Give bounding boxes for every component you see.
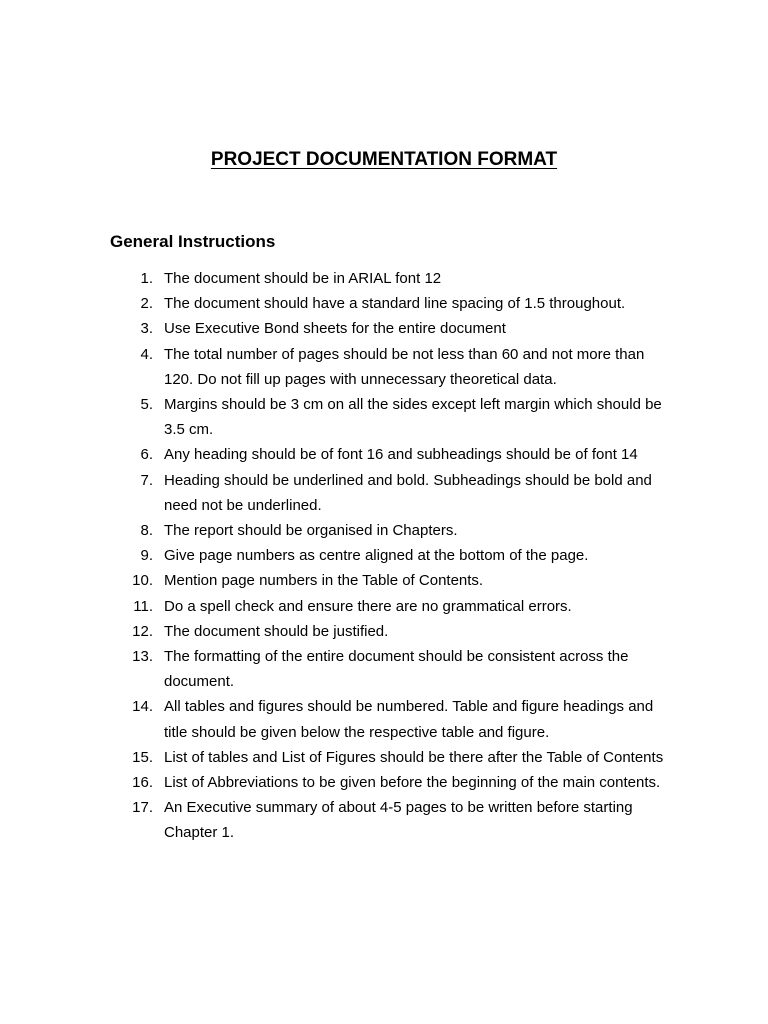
item-text: Mention page numbers in the Table of Contents. [164,572,484,590]
list-item [0,266,664,291]
item-number: 15. [132,748,153,766]
item-number: 4. [140,345,153,363]
item-number: 17. [132,799,153,817]
item-number: 6. [140,446,153,464]
list-item [0,468,664,518]
item-text: The total number of pages should be not less than 60 and not more than 120. Do not fill up pages with unnecessary theoretical data. [164,345,645,388]
item-text: The document should be in ARIAL font 12 [164,270,442,287]
item-text: The report should be organised in Chapters. [164,522,458,540]
list-item [0,795,664,845]
item-number: 7. [140,471,153,489]
item-text: The formatting of the entire document should be consistent across the document. [164,648,629,691]
section-heading: General Instructions [110,232,276,251]
item-number: 16. [132,774,153,792]
item-number: 13. [132,648,153,666]
item-text: An Executive summary of about 4-5 pages to be written before starting Chapter 1. [164,799,633,842]
item-number: 8. [140,522,153,540]
list-item [0,543,664,568]
item-text: Use Executive Bond sheets for the entire document [164,320,506,338]
list-item [0,770,664,795]
list-item [0,644,664,694]
item-number: 2. [140,295,153,313]
list-item [0,518,664,543]
list-item [0,291,664,316]
item-text: List of Abbreviations to be given before the beginning of the main contents. [164,774,661,792]
item-number: 1. [140,270,153,287]
item-number: 11. [133,597,153,615]
list-item [0,745,664,770]
list-item [0,619,664,644]
list-item [0,694,664,744]
list-item [0,594,664,619]
list-item [0,316,664,341]
item-text: Do a spell check and ensure there are no grammatical errors. [164,597,572,615]
item-number: 3. [140,320,153,338]
item-text: All tables and figures should be numbered. Table and figure headings and title should be given below the respective table and figure. [164,698,654,741]
item-number: 14. [132,698,153,716]
item-number: 9. [140,547,153,565]
item-text: Margins should be 3 cm on all the sides except left margin which should be 3.5 cm. [164,396,662,439]
instructions-list [0,266,664,846]
list-item [0,392,664,442]
item-text: The document should be justified. [164,622,389,640]
item-number: 12. [132,622,153,640]
item-text: Heading should be underlined and bold. Subheadings should be bold and need not be underlined. [164,471,652,514]
item-number: 10. [132,572,153,590]
document-title: PROJECT DOCUMENTATION FORMAT [210,149,558,170]
item-text: Any heading should be of font 16 and subheadings should be of font 14 [164,446,638,464]
item-text: List of tables and List of Figures should be there after the Table of Contents [164,748,664,766]
item-text: Give page numbers as centre aligned at the bottom of the page. [164,547,589,565]
list-item [0,568,664,593]
item-number: 5. [140,396,153,414]
list-item [0,442,664,467]
list-item [0,342,664,392]
item-text: The document should have a standard line spacing of 1.5 throughout. [164,295,626,313]
